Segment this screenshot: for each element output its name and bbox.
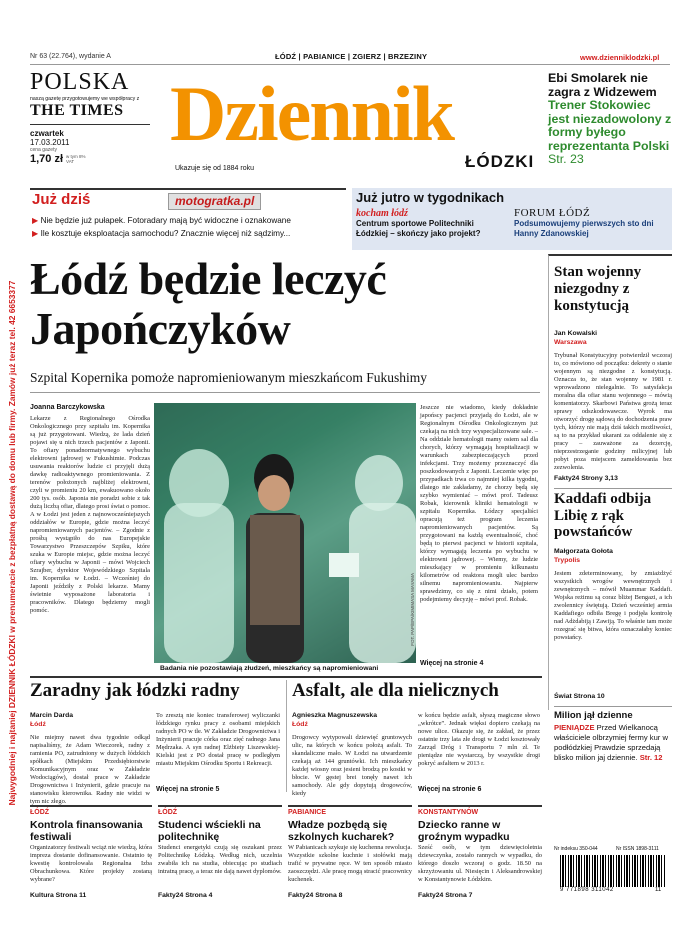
story2-body-2: w końcu będzie asfalt, słyszą magiczne słowo „wkrótce”. Jednak więksi dopiero czekają na nowe ulice. Okazuje się, że zakład, że przez ostatnie trzy lata złe drogi w Łodzi kosztowały Zarząd Dróg i Transportu 7 mln zł. Te pieniądze nie wystarczą, by wszystkie drogi pokryć asfaltem w 2013 r. (418, 712, 540, 767)
main-more-link[interactable]: Więcej na stronie 4 (420, 660, 484, 667)
bottom-headline-3: Władze pozbędą się szkolnych kucharek? (288, 819, 395, 843)
million-body: Przed Wielkanocą właściciele olbrzymiej fermy kur w podłódzkiej Prawdzie sprzedają blisko milion jaj dziennie. (554, 723, 668, 762)
tomorrow-title: Już jutro w tygodnikach (356, 190, 505, 205)
kaddafi-city: Trypolis (554, 557, 581, 564)
side-rule-2 (554, 706, 672, 707)
teaser-ref: Str. 23 (548, 152, 584, 166)
story1-author: Marcin Darda (30, 712, 74, 719)
photo-credit: FOT. PAP/EPA/KIMIMASA MAYAMA (410, 573, 415, 646)
since-line: Ukazuje się od 1884 roku (175, 165, 254, 172)
top-rule (30, 64, 670, 65)
main-headline-1[interactable]: Łódź będzie leczyć (30, 253, 387, 304)
motogratka-logo (168, 193, 261, 210)
main-body-right: Jeszcze nie wiadomo, kiedy dokładnie japońscy pacjenci przyjadą do Łodzi, ale w Regionalnym Ośrodku Onkologicznym już czekają na nich trzy wyspecjalizowane sale. – Na oddziale hematologii mamy osiem sal dla chorych, którzy wymagają hospitalizacji w warunkach zabezpieczających przed infekcjami. Trzy możemy przeznaczyć dla poszkodowanych z Japonii. Leczenie więc po przypadkach trwa co najmniej kilka tygodni, dlatego nie zakładamy, że chorzy będą się szybko wymieniać – mówi prof. Tadeusz Robak, kierownik kliniki hematologii w szpitalu Kopernika. Łódzcy specjaliści opracują też program leczenia napromieniowanych pacjentów. Są przygotowani na każdą ewentualność, choć będą to pierwsi pacjenci w historii szpitala, którzy wymagają leczenia po wybuchu w elektrowni jądrowej. – Wiemy, że ludzie mieszkający w promieniu kilkunastu kilometrów od reaktora mogli ulec bardzo silnemu napromieniowaniu. Najpierw sprawdzimy, co się z nimi działo, potem podejmiemy decyzję – mówi prof. Robak. (420, 404, 538, 603)
city-brzeziny: BRZEZINY (388, 52, 428, 61)
bottom-ref-1[interactable]: Kultura Strona 11 (30, 892, 87, 899)
forum-logo: FORUM ŁÓDŹ (514, 207, 591, 219)
bottom-box-3[interactable] (288, 805, 412, 899)
story1-city: Łódź (30, 721, 46, 728)
times-logo: THE TIMES (30, 102, 124, 119)
lower-rule (30, 676, 542, 678)
side-ref[interactable]: Fakty24 Strony 3,13 (554, 475, 618, 482)
bottom-box-2[interactable] (158, 805, 282, 899)
bottom-ref-3[interactable]: Fakty24 Strona 8 (288, 892, 343, 899)
vat-note: w tym 8% VAT (66, 154, 86, 164)
teaser-pre: Ebi Smolarek nie zagra z Widzewem (548, 71, 657, 99)
side-author: Jan Kowalski (554, 330, 598, 337)
bottom-body-2: Studenci energetyki czują się oszukani przez Politechnikę Łódzką. Według nich, uczelnia zwabiła ich na studia, obiecując po studiach intratną pracę, a teraz nie dają nawet dyplomów. (158, 844, 282, 875)
story2-city: Łódź (292, 721, 308, 728)
bottom-headline-2: Studenci wściekli na politechnikę (158, 819, 261, 843)
city-zgierz: ZGIERZ (352, 52, 382, 61)
partner-rule (30, 124, 150, 125)
main-headline-2[interactable]: Japończyków (30, 303, 291, 354)
million-ref[interactable]: Str. 12 (639, 753, 663, 762)
barcode-index: Nr indeksu 350-044 (554, 846, 598, 852)
city-pabianice: PABIANICE (303, 52, 346, 61)
bottom-ref-4[interactable]: Fakty24 Strona 7 (418, 892, 473, 899)
side-body: Trybunał Konstytucyjny potwierdził wczoraj to, co mówiono od początku: dekrety o stanie wojennym są niezgodne z konstytucją. Oznacza to, że stan wojenny w 1981 r. wprowadzono nielegalnie. To satysfakcja moralna dla ofiar stanu wojennego – mówią komentatorzy. Skarbowi Państwa grożą teraz sprawy odszkodowawcze. Wyrok ma otworzyć drogę sądową do dochodzenia praw tych, którzy nie mają dziś takich możliwości, są to na przykład ukarani za oddalenie się z pracy – zauważone za dezercję, nieprzestrzeganie godziny milicyjnej lub pobyt poza miejscem zameldowania bez zezwolenia. (554, 352, 672, 471)
price-row (30, 153, 150, 165)
bottom-headline-1: Kontrola finansowania festiwali (30, 819, 143, 843)
story2-author: Agnieszka Magnuszewska (292, 712, 377, 719)
barcode-issn: Nr ISSN 1898-3111 (616, 846, 659, 852)
already-item-text-2: Ile kosztuje eksploatacja samochodu? Znacznie więcej niż sądzimy... (40, 229, 291, 238)
bottom-body-4: Sześć osób, w tym dziewięcioletnia dziewczynka, zostało rannych w wypadku, do którego doszło wczoraj o godz. 18.50 na skrzyżowaniu ul. Niesięcin i Aleksandrowskiej w Konstantynowie Łódzkim. (418, 844, 542, 883)
story1-body-1: Nie miejmy nawet dwa tygodnie odkąd napisaliśmy, że Adam Wieczorek, radny z ramienia PO, zatrudniony w dużych łódzkich spółkach (Miejskim Przedsiębiorstwie Komunikacyjnym oraz w Zakładzie Wodociągów), dostał prace w Zakładzie Drogownictwa i Inżynierii, gdzie pracuje na stanowisku kierownika. Radny nie widzi w tym nic złego. (30, 734, 150, 805)
bottom-box-4[interactable] (418, 805, 542, 899)
motogratka-brand: motogratka.pl (175, 194, 255, 208)
already-item-2[interactable] (32, 228, 290, 238)
issue-number: Nr 63 (22.764), wydanie A (30, 53, 111, 60)
story1-body-2: To zresztą nie koniec transferowej wyliczanki łódzkiego rynku pracy z osobami miejskich radnych PO w tle. W Zakładzie Drogownictwa i Inżynierii pracuje córka oraz zięć radnego Jana Mędrzaka. A syn radnej Elżbiety Liszewskiej-Kielski jest z PO dostał pracę w podległym miastu Miejskim Ośrodku Sportu i Rekreacji. (156, 712, 280, 767)
side-rule-1 (554, 488, 672, 489)
top-teaser[interactable] (548, 72, 672, 167)
partner-tagline: naszą gazetę przygotowujemy we współpracy z (30, 96, 140, 102)
website-url[interactable]: www.dzienniklodzki.pl (580, 53, 660, 62)
kaddafi-author: Małgorzata Gołota (554, 548, 613, 555)
issue-day: czwartek (30, 129, 64, 138)
bottom-section-1: ŁÓDŹ (30, 809, 50, 816)
city-list: ŁÓDŹ | PABIANICE | ZGIERZ | BRZEZINY (275, 52, 428, 61)
side-city: Warszawa (554, 339, 587, 346)
teaser-headline: Trener Stokowiec jest niezadowolony z formy byłego reprezentanta Polski (548, 98, 672, 153)
price: 1,70 zł (30, 153, 64, 165)
bottom-section-4: KONSTANTYNÓW (418, 809, 479, 816)
already-item-1[interactable] (32, 215, 291, 225)
subhead-rule (30, 392, 540, 393)
kocham-text[interactable]: Centrum sportowe Politechniki Łódzkiej – skończy jako projekt? (356, 219, 481, 238)
city-lodz: ŁÓDŹ (275, 52, 297, 61)
main-subhead: Szpital Kopernika pomoże napromieniowanym mieszkańcom Fukushimy (30, 370, 428, 385)
side-headline[interactable]: Stan wojenny niezgodny z konstytucją (554, 264, 642, 314)
barcode-digits: 9 771898 311042 (560, 887, 614, 893)
column-divider (286, 680, 287, 792)
triangle-icon: ▶ (32, 216, 39, 225)
kaddafi-body: Jestem zdeterminowany, by zmiażdżyć wszystkich wrogów wewnętrznych i zewnętrznych – mówił Muammar Kaddafi. Wojska reżimu są coraz bliżej Bengazi, a ich zwolennicy świętują. Dzień wcześniej armia Kaddafiego odbiła Bregę i podjęła kontrolę nad Adżdabiją i Zawiją. To właśnie tam może rozegrać się bitwa, która oznaczałaby koniec powstańcy. (554, 570, 672, 641)
kaddafi-ref[interactable]: Świat Strona 10 (554, 693, 605, 700)
already-title: Już dziś (32, 191, 91, 208)
bottom-box-1[interactable] (30, 805, 152, 899)
forum-text[interactable]: Podsumowujemy pierwszych sto dni Hanny Zdanowskiej (514, 219, 654, 238)
main-body-left: Lekarze z Regionalnego Ośrodka Onkologicznego przy szpitalu im. Kopernika są już przygotowani. Wiedzą, że lada dzień pojawi się u nich trzech pacjentów z Japonii. To ofiary ponadnormatywnego wybuchu elektrowni jądrowej w Fukushimie. Podczas usuwania reaktorów ludzie ci przyjęli dużą dawkę radioaktywnego promieniowania. Z terenów położonych najbliżej elektrowni, czyli w promieniu 20 km, ewakuowano około 200 tys. osób. Japonia nie poradzi sobie z tak dużą liczbą ofiar, dlatego prosi świat o pomoc. A w Łodzi jest jeden z najnowocześniejszych oddziałów w Europie, gdzie można leczyć napromieniowanych pacjentów. – Zgodnie z prośbą wystąpiło do nas Europejskie Towarzystwo Przeszczepów Szpiku, które szuka w Europie miejsc, gdzie można leczyć ofiary wybuchu w Japonii – mówi Wojciech Szrajber, dyrektor Wojewódzkiego Szpitala im. Kopernika w Łodzi. – Wcześniej do Japonii jeździły z Polski lekarze. Mamy świetnie wyposażone laboratoria i pracowników. Dlatego będziemy mogli pomóc. (30, 415, 150, 614)
bottom-headline-4: Dziecko ranne w groźnym wypadku (418, 819, 510, 843)
kaddafi-headline[interactable]: Kaddafi odbija Libię z rąk powstańców (554, 491, 652, 540)
bottom-body-1: Organizatorzy festiwali wciąż nie wiedzą, która impreza dostanie dofinansowanie. Ostatnio tę kwestię kontrolowała Regionalna Izba Obrachunkowa. Które projekty zostaną wybrane? (30, 844, 152, 883)
photo-illustration (154, 403, 416, 663)
kocham-logo: kocham łódź (356, 208, 408, 219)
story2-headline[interactable]: Asfalt, ale dla nielicznych (292, 680, 499, 701)
story1-headline[interactable]: Zaradny jak łódzki radny (30, 680, 240, 701)
million-headline[interactable]: Milion jął dzienne (554, 710, 633, 721)
partner-box (30, 70, 150, 180)
bottom-ref-2[interactable]: Fakty24 Strona 4 (158, 892, 213, 899)
photo-caption: Badania nie pozostawiają złudzeń, mieszkańcy są napromieniowani (160, 665, 379, 672)
bottom-body-3: W Pabianicach szykuje się kuchenna rewolucja. Wszystkie szkolne kuchnie i stołówki mają trafić w prywatne ręce. W ten sposób miasto zaoszczędzi. Ale pracę mogą stracić pracownicy kuchenek. (288, 844, 412, 883)
already-box (30, 188, 346, 250)
subscription-vertical[interactable]: Najwygodniej i najtaniej DZIENNIK ŁÓDZKI w prenumeracie z bezpłatną dostawą do domu lub firmy. Zamów już teraz tel. 42 6653377 (7, 280, 17, 806)
price-label: cena gazety (30, 147, 57, 153)
issue-date: 17.03.2011 (30, 138, 70, 147)
tomorrow-box (352, 188, 672, 250)
bottom-section-2: ŁÓDŹ (158, 809, 178, 816)
already-item-text-1: Nie będzie już pułapek. Fotoradary mają być widoczne i oznakowane (40, 216, 291, 225)
bottom-section-3: PABIANICE (288, 809, 326, 816)
main-author: Joanna Barczykowska (30, 404, 105, 411)
main-photo[interactable] (154, 403, 416, 663)
barcode (560, 855, 665, 887)
triangle-icon: ▶ (32, 229, 39, 238)
masthead-sub: ŁÓDZKI (465, 152, 535, 171)
masthead-logo: Dziennik (170, 70, 454, 157)
barcode-issue: 11 (655, 887, 662, 893)
story2-more[interactable]: Więcej na stronie 6 (418, 786, 482, 793)
story2-body-1: Drogowcy wytypowali dziewięć gruntowych ulic, na których w końcu położą asfalt. To skandaliczne mało. W Łodzi na utwardzenie czekają aż 144 gruntówki. Ich mieszkańcy każdej wiosny oraz jesieni brodzą po kostki w błocie. W gęstej brei tonęły nawet ich samochody. Ale gdy dopytują drogowców, kiedy (292, 734, 412, 797)
polska-logo: POLSKA (30, 69, 130, 95)
story1-more[interactable]: Więcej na stronie 5 (156, 786, 220, 793)
million-body-wrap (554, 723, 672, 763)
million-keyword: PIENIĄDZE (554, 723, 595, 732)
